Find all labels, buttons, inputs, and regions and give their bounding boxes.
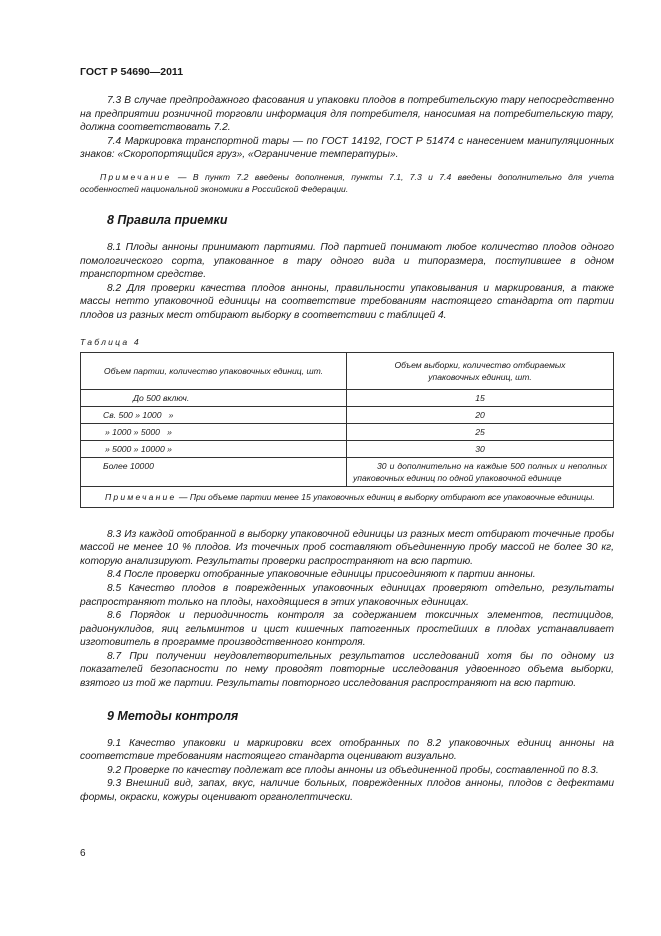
note-text: — В пункт 7.2 введены дополнения, пункты 7.1, 7.3 и 7.4 введены дополнительно для учета особенностей национальной экономики в Российской Федерации. xyxy=(80,171,614,194)
paragraph-8-2: 8.2 Для проверки качества плодов анноны, правильности упаковывания и маркирования, а также массы нетто упаковочной единицы на соответствие требованиям настоящего стандарта от партии плодов из разных мест отбирают выборку в соответствии с таблицей 4. xyxy=(80,282,614,321)
paragraph-8-3: 8.3 Из каждой отобранной в выборку упаковочной единицы из разных мест отбирают точечные пробы массой не менее 10 % плодов. Из точечных проб составляют объединенную пробу массой не более 30 кг, которую анализируют. Результаты проверки распространяют на всю партию. xyxy=(80,528,614,567)
table-row xyxy=(81,440,614,457)
table-row xyxy=(81,423,614,440)
paragraph-8-5: 8.5 Качество плодов в поврежденных упаковочных единицах проверяют отдельно, результаты распространяют только на плоды, находящиеся в этих упаковочных единицах. xyxy=(80,582,614,608)
table-header-row xyxy=(81,352,614,389)
table-cell-sample: 30 и дополнительно на каждые 500 полных и неполных упаковочных единиц по одной упаковочной единице xyxy=(347,457,614,486)
table-row xyxy=(81,457,614,486)
section-9-title: 9 Методы контроля xyxy=(107,708,239,723)
paragraph-9-3: 9.3 Внешний вид, запах, вкус, наличие больных, поврежденных плодов анноны, плодов с дефектами формы, окраски, кожуры оценивают органолептически. xyxy=(80,778,614,804)
table-note xyxy=(81,486,614,507)
paragraph-7-3: 7.3 В случае предпродажного фасования и упаковки плодов в потребительскую тару непосредственно на предприятии розничной торговли информация для потребителя, наносимая на потребительскую тару, должна соответствовать 7.2. xyxy=(80,95,614,134)
table-cell-lot: Св. 500 » 1000 » xyxy=(81,406,347,423)
table-cell-sample: 15 xyxy=(347,389,614,406)
table-note-row xyxy=(81,486,614,507)
table-cell-sample: 30 xyxy=(347,440,614,457)
note-label: Примечание xyxy=(100,171,172,182)
paragraph-8-7: 8.7 При получении неудовлетворительных результатов исследований хотя бы по одному из показателей безопасности по нему проводят повторные исследования удвоенного объема выборки, взятого из той же партии. Результаты повторного исследования распространяют на всю партию. xyxy=(80,650,614,690)
table-note-label: Примечание xyxy=(105,491,177,502)
table-4 xyxy=(80,352,614,508)
note-section-7 xyxy=(80,171,614,195)
table-note-text: — При объеме партии менее 15 упаковочных единиц в выборку отбирают все упаковочные единицы. xyxy=(176,491,595,502)
paragraph-8-4: 8.4 После проверки отобранные упаковочные единицы присоединяют к партии анноны. xyxy=(107,569,536,581)
table-row xyxy=(81,389,614,406)
paragraph-8-1: 8.1 Плоды анноны принимают партиями. Под партией понимают любое количество плодов одного помологического сорта, упакованное в тару одного вида и типоразмера, поступившее в одном транспортном средстве. xyxy=(80,241,614,281)
paragraph-9-1: 9.1 Качество упаковки и маркировки всех отобранных по 8.2 упаковочных единиц анноны на соответствие требованиям настоящего стандарта оценивают визуально. xyxy=(80,737,614,763)
section-8-title: 8 Правила приемки xyxy=(107,212,228,227)
paragraph-7-4: 7.4 Маркировка транспортной тары — по ГОСТ 14192, ГОСТ Р 51474 с нанесением манипуляционных знаков: «Скоропортящийся груз», «Ограничение температуры». xyxy=(80,135,614,161)
table-cell-lot: » 5000 » 10000 » xyxy=(81,440,347,457)
table-header-col2: Объем выборки, количество отбираемых упаковочных единиц, шт. xyxy=(347,352,614,389)
table-header-col1: Объем партии, количество упаковочных единиц, шт. xyxy=(81,352,347,389)
table-cell-sample: 25 xyxy=(347,423,614,440)
table-row xyxy=(81,406,614,423)
page-body xyxy=(80,94,614,805)
table-cell-lot: Более 10000 xyxy=(81,457,347,486)
table-cell-lot: До 500 включ. xyxy=(81,389,347,406)
paragraph-9-2: 9.2 Проверке по качеству подлежат все плоды анноны из объединенной пробы, составленной по 8.3. xyxy=(107,764,599,776)
table-cell-lot: » 1000 » 5000 » xyxy=(81,423,347,440)
paragraph-8-6: 8.6 Порядок и периодичность контроля за содержанием токсичных элементов, пестицидов, радионуклидов, яиц гельминтов и цист кишечных патогенных простейших в плодах устанавливает изготовитель в программе производственного контроля. xyxy=(80,610,614,649)
table-caption: Таблица 4 xyxy=(80,336,141,347)
document-header: ГОСТ Р 54690—2011 xyxy=(80,66,184,78)
page-number: 6 xyxy=(80,848,86,859)
table-cell-sample: 20 xyxy=(347,406,614,423)
